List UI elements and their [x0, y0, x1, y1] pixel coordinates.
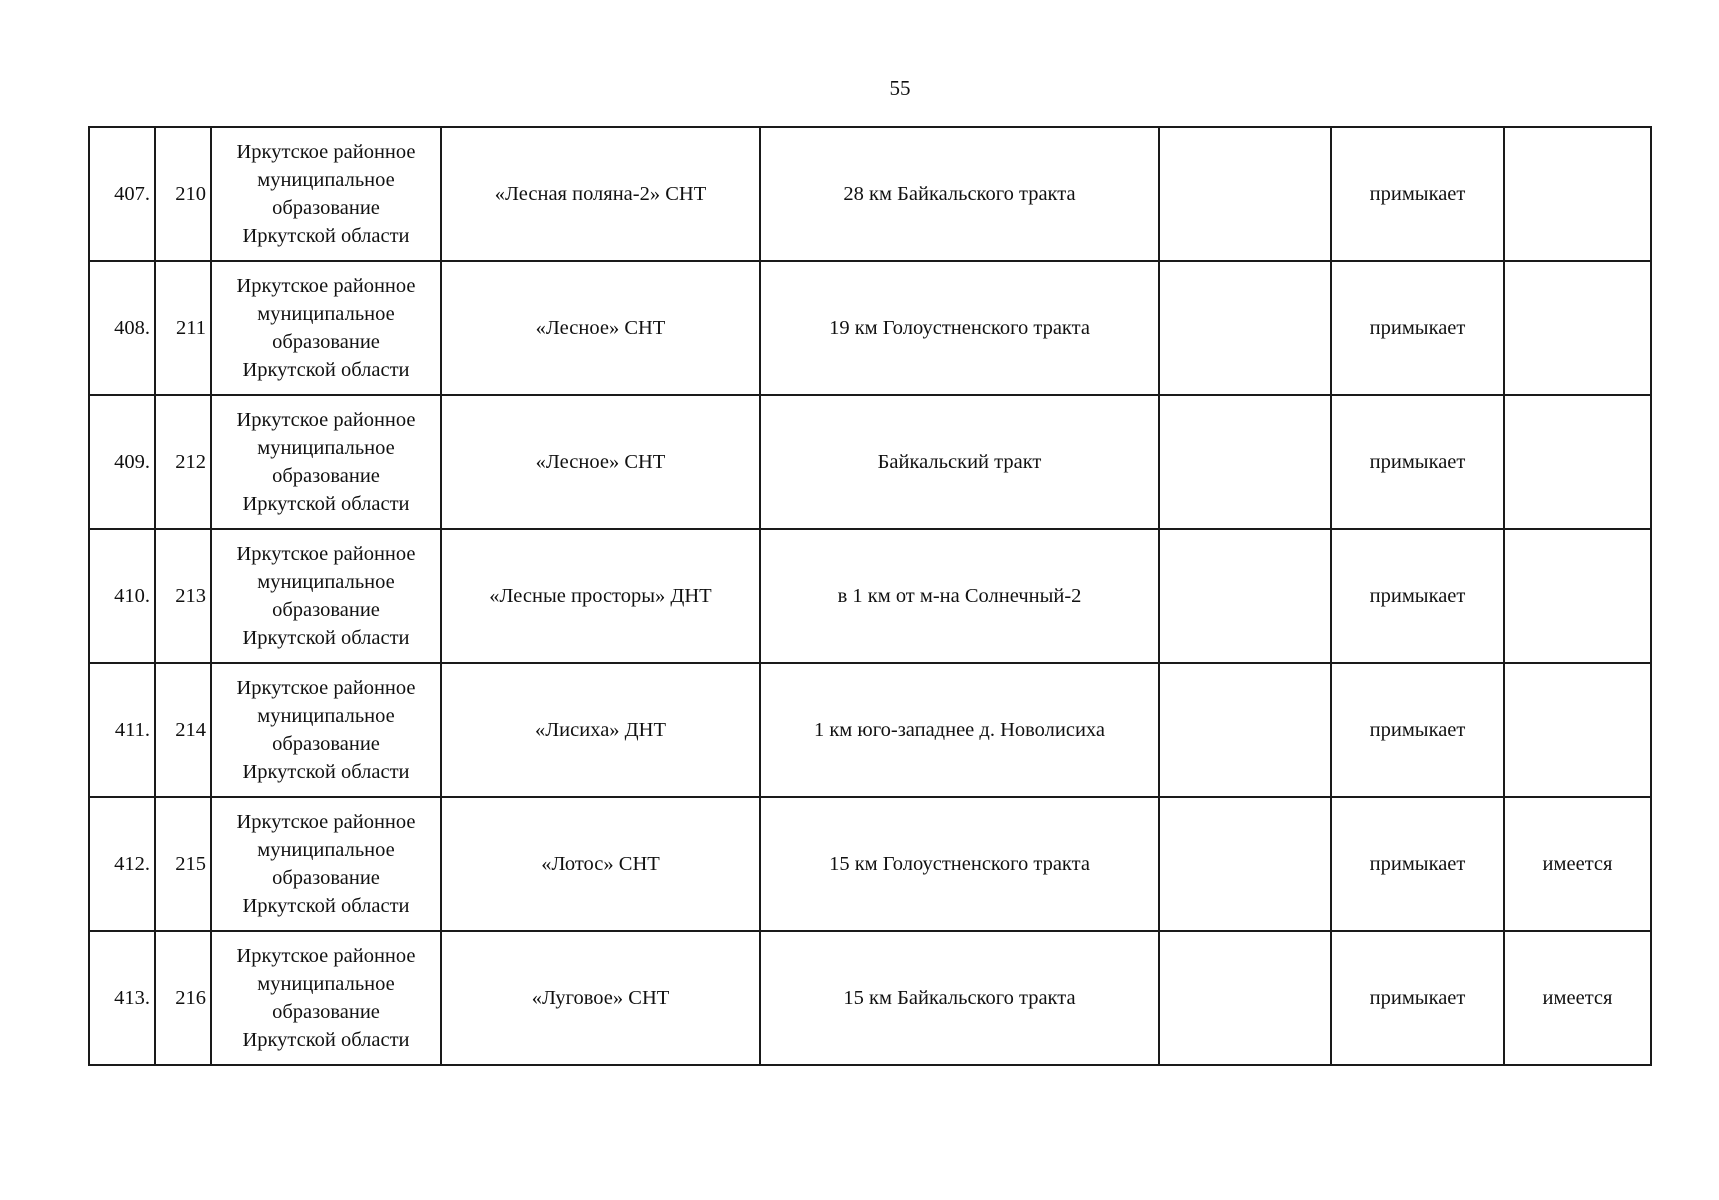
municipality-line: Иркутской области [242, 359, 410, 381]
registry-table [88, 126, 1652, 1066]
municipality-line: Иркутской области [242, 627, 410, 649]
association-name: «Лесное» СНТ [441, 261, 760, 395]
object-id: 214 [155, 663, 211, 797]
adjacency-cell: примыкает [1331, 529, 1504, 663]
availability-cell: имеется [1504, 797, 1651, 931]
availability-cell: имеется [1504, 931, 1651, 1065]
location-cell: 1 км юго-западнее д. Новолисиха [760, 663, 1159, 797]
municipality-line: муниципальное [257, 437, 395, 459]
municipality-line: Иркутское районное [236, 409, 416, 431]
association-name: «Лесное» СНТ [441, 395, 760, 529]
empty-cell [1159, 127, 1331, 261]
row-number: 407. [89, 127, 155, 261]
location-cell: Байкальский тракт [760, 395, 1159, 529]
location-cell: в 1 км от м-на Солнечный-2 [760, 529, 1159, 663]
object-id: 212 [155, 395, 211, 529]
location-cell: 15 км Байкальского тракта [760, 931, 1159, 1065]
row-number: 409. [89, 395, 155, 529]
availability-cell [1504, 529, 1651, 663]
municipality-line: образование [272, 733, 380, 755]
adjacency-cell: примыкает [1331, 395, 1504, 529]
location-cell: 28 км Байкальского тракта [760, 127, 1159, 261]
association-name: «Лесная поляна-2» СНТ [441, 127, 760, 261]
availability-cell [1504, 395, 1651, 529]
row-number: 411. [89, 663, 155, 797]
municipality-cell [211, 395, 441, 529]
empty-cell [1159, 931, 1331, 1065]
empty-cell [1159, 663, 1331, 797]
availability-cell [1504, 663, 1651, 797]
municipality-line: образование [272, 867, 380, 889]
object-id: 215 [155, 797, 211, 931]
municipality-cell [211, 931, 441, 1065]
municipality-cell [211, 663, 441, 797]
table-row [89, 127, 1651, 261]
table-row [89, 797, 1651, 931]
municipality-cell [211, 797, 441, 931]
adjacency-cell: примыкает [1331, 663, 1504, 797]
municipality-line: муниципальное [257, 839, 395, 861]
empty-cell [1159, 261, 1331, 395]
municipality-line: Иркутской области [242, 225, 410, 247]
association-name: «Лесные просторы» ДНТ [441, 529, 760, 663]
adjacency-cell: примыкает [1331, 127, 1504, 261]
adjacency-cell: примыкает [1331, 797, 1504, 931]
municipality-line: Иркутской области [242, 761, 410, 783]
page-number: 55 [889, 76, 911, 100]
municipality-line: муниципальное [257, 571, 395, 593]
municipality-line: образование [272, 331, 380, 353]
adjacency-cell: примыкает [1331, 261, 1504, 395]
municipality-line: муниципальное [257, 303, 395, 325]
municipality-line: муниципальное [257, 169, 395, 191]
association-name: «Луговое» СНТ [441, 931, 760, 1065]
municipality-line: Иркутское районное [236, 275, 416, 297]
table-row [89, 931, 1651, 1065]
municipality-line: муниципальное [257, 705, 395, 727]
row-number: 413. [89, 931, 155, 1065]
municipality-line: Иркутское районное [236, 543, 416, 565]
location-cell: 19 км Голоустненского тракта [760, 261, 1159, 395]
object-id: 211 [155, 261, 211, 395]
table-row [89, 261, 1651, 395]
municipality-line: Иркутской области [242, 1029, 410, 1051]
municipality-line: Иркутское районное [236, 141, 416, 163]
municipality-cell [211, 261, 441, 395]
municipality-cell [211, 127, 441, 261]
object-id: 210 [155, 127, 211, 261]
municipality-line: муниципальное [257, 973, 395, 995]
municipality-line: образование [272, 599, 380, 621]
municipality-line: образование [272, 465, 380, 487]
municipality-line: Иркутское районное [236, 677, 416, 699]
row-number: 408. [89, 261, 155, 395]
municipality-line: образование [272, 1001, 380, 1023]
association-name: «Лотос» СНТ [441, 797, 760, 931]
availability-cell [1504, 261, 1651, 395]
municipality-line: образование [272, 197, 380, 219]
association-name: «Лисиха» ДНТ [441, 663, 760, 797]
municipality-cell [211, 529, 441, 663]
row-number: 410. [89, 529, 155, 663]
municipality-line: Иркутской области [242, 493, 410, 515]
empty-cell [1159, 395, 1331, 529]
empty-cell [1159, 797, 1331, 931]
table-body [89, 127, 1651, 1065]
object-id: 213 [155, 529, 211, 663]
location-cell: 15 км Голоустненского тракта [760, 797, 1159, 931]
municipality-line: Иркутское районное [236, 811, 416, 833]
table-row [89, 395, 1651, 529]
empty-cell [1159, 529, 1331, 663]
object-id: 216 [155, 931, 211, 1065]
table-row [89, 529, 1651, 663]
municipality-line: Иркутское районное [236, 945, 416, 967]
row-number: 412. [89, 797, 155, 931]
table-row [89, 663, 1651, 797]
municipality-line: Иркутской области [242, 895, 410, 917]
availability-cell [1504, 127, 1651, 261]
adjacency-cell: примыкает [1331, 931, 1504, 1065]
